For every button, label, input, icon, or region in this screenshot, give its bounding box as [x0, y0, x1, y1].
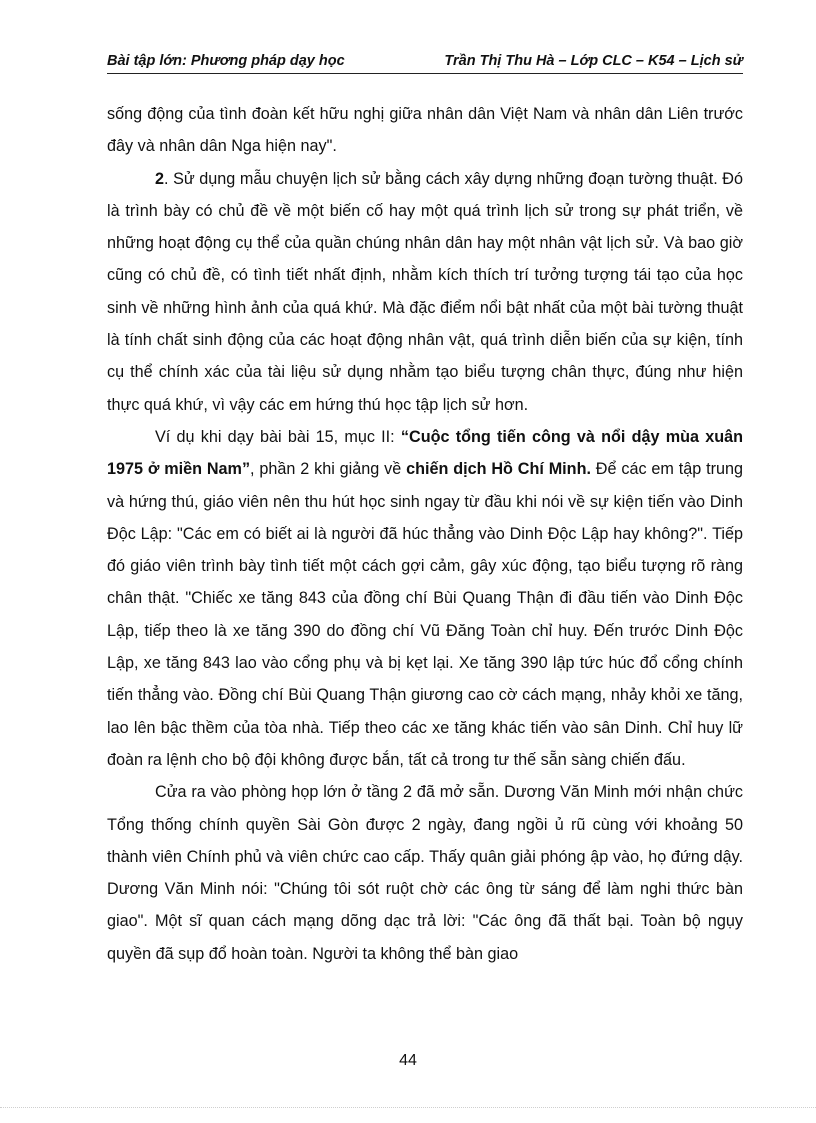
page-number: 44: [399, 1052, 417, 1069]
paragraph-1: [107, 98, 743, 163]
lesson-title: “Cuộc tổng tiến công và nổi dậy mùa xuân 1975 ở miền Nam”: [107, 427, 744, 479]
campaign-name: chiến dịch Hồ Chí Minh.: [406, 460, 591, 479]
page-bottom-divider: [0, 1107, 816, 1108]
paragraph-2-text: . Sử dụng mẫu chuyện lịch sử bằng cách xây dựng những đoạn tường thuật. Đó là trình bày có chủ đề về một biến cố hay một quá trình lịch sử trong sự phát triển, về những hoạt động cụ thể của quần chúng nhân dân hay một nhân vật lịch sử. Và bao giờ cũng có chủ đề, có tình tiết nhất định, nhằm kích thích trí tưởng tượng tái tạo của học sinh về những hình ảnh của quá khứ. Mà đặc điểm nổi bật nhất của một bài tường thuật là tính chất sinh động của các hoạt động nhân vật, quá trình diễn biến của sự kiện, tính cụ thể chính xác của tài liệu sử dụng nhằm tạo biểu tượng chân thực, đúng như hiện thực quá khứ, vì vậy các em hứng thú học tập lịch sử hơn.: [107, 169, 743, 414]
paragraph-3-intro: Ví dụ khi dạy bài bài 15, mục II:: [155, 427, 401, 446]
paragraph-2-number: 2: [155, 169, 165, 188]
header-author: Trần Thị Thu Hà – Lớp CLC – K54 – Lịch sử: [444, 53, 743, 69]
paragraph-3: [107, 421, 743, 776]
document-body: [107, 98, 743, 970]
paragraph-2: [107, 163, 743, 421]
paragraph-4: [107, 776, 743, 970]
paragraph-3-body: Để các em tập trung và hứng thú, giáo viên nên thu hút học sinh ngay từ đầu khi nói về sự kiện tiến vào Dinh Độc Lập: "Các em có biết ai là người đã húc thẳng vào Dinh Độc Lập hay không?". Tiếp đó giáo viên trình bày tình tiết một cách gợi cảm, gây xúc động, tạo biểu tượng rõ ràng chân thật. "Chiếc xe tăng 843 của đồng chí Bùi Quang Thận đi đầu tiến vào Dinh Độc Lập, tiếp theo là xe tăng 390 do đồng chí Vũ Đăng Toàn chỉ huy. Đến trước Dinh Độc Lập, xe tăng 843 lao vào cổng phụ và bị kẹt lại. Xe tăng 390 lập tức húc đổ cổng chính tiến thẳng vào. Đồng chí Bùi Quang Thận giương cao cờ cách mạng, nhảy khỏi xe tăng, lao lên bậc thềm của tòa nhà. Tiếp theo các xe tăng khác tiến vào sân Dinh. Chỉ huy lữ đoàn ra lệnh cho bộ đội không được bắn, tất cả trong tư thế sẵn sàng chiến đấu.: [107, 460, 743, 769]
header-course-title: Bài tập lớn: Phương pháp dạy học: [107, 53, 345, 69]
paragraph-3-mid: , phần 2 khi giảng về: [250, 460, 407, 479]
page-header: [107, 53, 743, 74]
paragraph-1-text: sống động của tình đoàn kết hữu nghị giữa nhân dân Việt Nam và nhân dân Liên trước đây và nhân dân Nga hiện nay".: [107, 105, 743, 156]
paragraph-4-text: Cửa ra vào phòng họp lớn ở tầng 2 đã mở sẵn. Dương Văn Minh mới nhận chức Tổng thống chính quyền Sài Gòn được 2 ngày, đang ngồi ủ rũ cùng với khoảng 50 thành viên Chính phủ và viên chức cao cấp. Thấy quân giải phóng ập vào, họ đứng dậy. Dương Văn Minh nói: "Chúng tôi sót ruột chờ các ông từ sáng để làm nghi thức bàn giao". Một sĩ quan cách mạng dõng dạc trả lời: "Các ông đã thất bại. Toàn bộ ngụy quyền đã sụp đổ hoàn toàn. Người ta không thể bàn giao: [107, 783, 743, 963]
